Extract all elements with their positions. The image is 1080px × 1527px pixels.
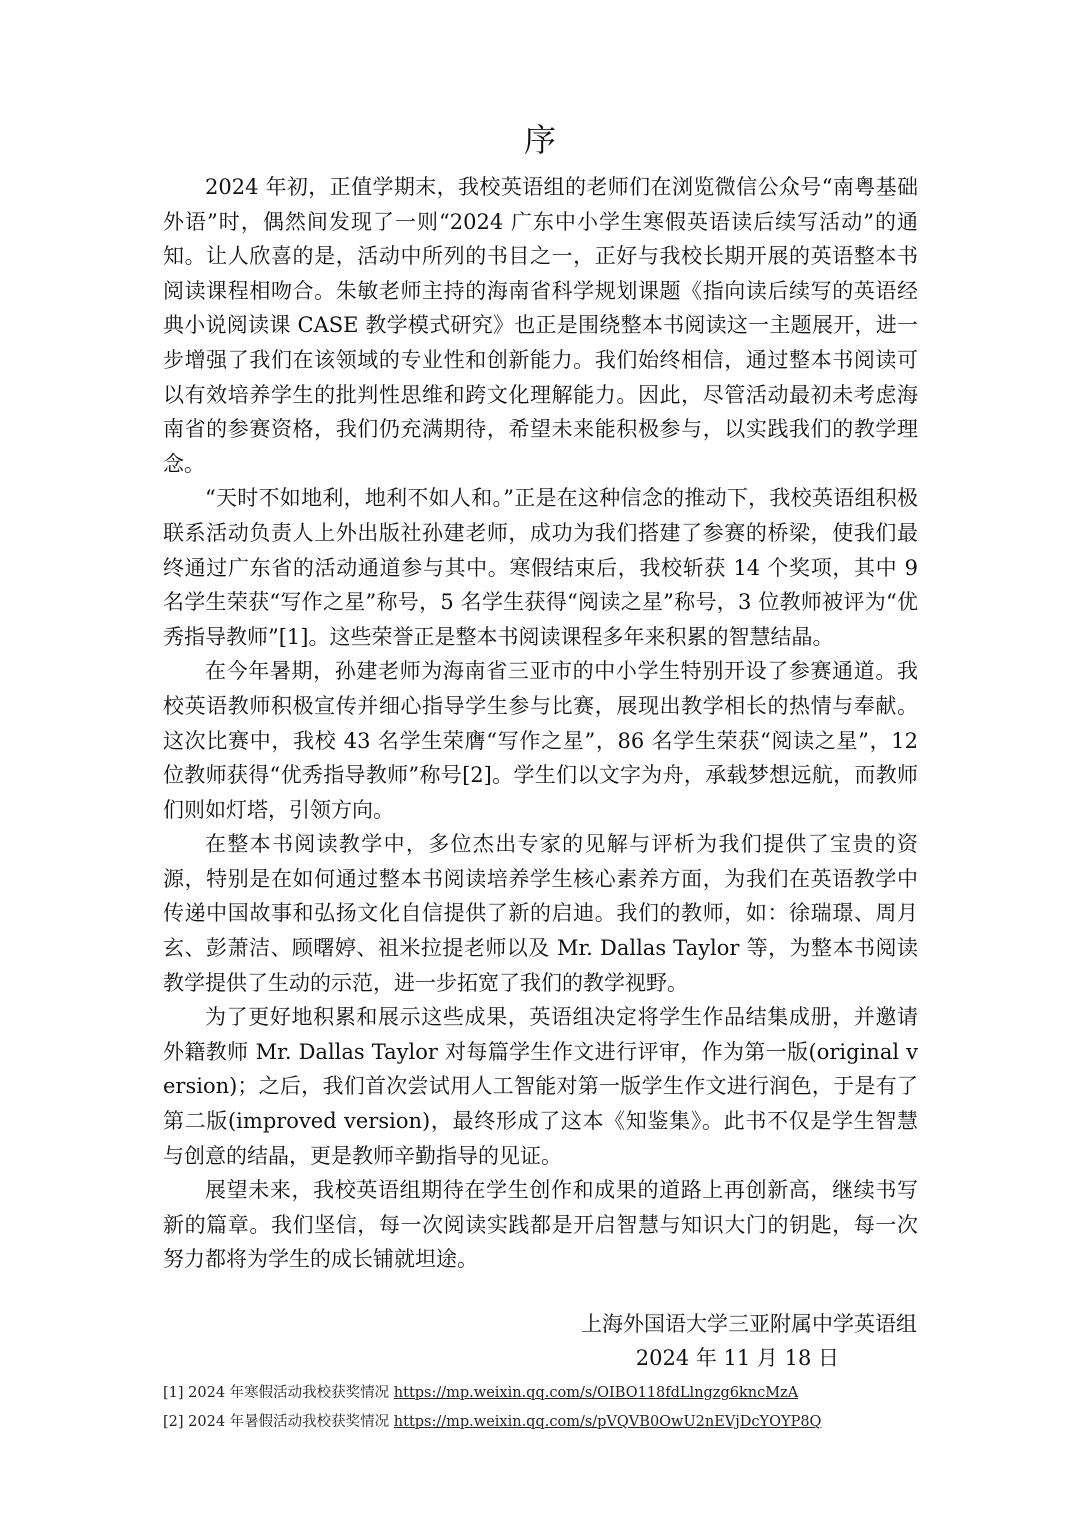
page-title: 序 — [523, 121, 556, 159]
footnote-2-label: [2] 2024 年暑假活动我校获奖情况 — [163, 1414, 394, 1430]
paragraph-4: 在整本书阅读教学中，多位杰出专家的见解与评析为我们提供了宝贵的资源，特别是在如何通过整本书阅读培养学生核心素养方面，为我们在英语教学中传递中国故事和弘扬文化自信提供了新的启迪。我们的教师，如：徐瑞璟、周月玄、彭萧洁、顾曙婷、祖米拉提老师以及 Mr. Dallas Taylor 等，为整本书阅读教学提供了生动的示范，进一步拓宽了我们的教学视野。 — [163, 832, 918, 995]
paragraph-1: 2024 年初，正值学期末，我校英语组的老师们在浏览微信公众号“南粤基础外语”时，偶然间发现了一则“2024 广东中小学生寒假英语读后续写活动”的通知。让人欣喜的是，活动中所列的书目之一，正好与我校长期开展的英语整本书阅读课程相吻合。朱敏老师主持的海南省科学规划课题《指向读后续写的英语经典小说阅读课 CASE 教学模式研究》也正是围绕整本书阅读这一主题展开，进一步增强了我们在该领域的专业性和创新能力。我们始终相信，通过整本书阅读可以有效培养学生的批判性思维和跨文化理解能力。因此，尽管活动最初未考虑海南省的参赛资格，我们仍充满期待，希望未来能积极参与，以实践我们的教学理念。 — [163, 175, 918, 476]
preface-body — [163, 170, 918, 1277]
footnote-2 — [163, 1412, 923, 1432]
paragraph-5: 为了更好地积累和展示这些成果，英语组决定将学生作品结集成册，并邀请外籍教师 Mr. Dallas Taylor 对每篇学生作文进行评审，作为第一版(original version)；之后，我们首次尝试用人工智能对第一版学生作文进行润色，于是有了第二版(improved version)，最终形成了这本《知鉴集》。此书不仅是学生智慧与创意的结晶，更是教师辛勤指导的见证。 — [163, 1005, 918, 1168]
paragraph-2: “天时不如地利，地利不如人和。”正是在这种信念的推动下，我校英语组积极联系活动负责人上外出版社孙建老师，成功为我们搭建了参赛的桥梁，使我们最终通过广东省的活动通道参与其中。寒假结束后，我校斩获 14 个奖项，其中 9 名学生荣获“写作之星”称号，5 名学生获得“阅读之星”称号，3 位教师被评为“优秀指导教师”[1]。这些荣誉正是整本书阅读课程多年来积累的智慧结晶。 — [163, 486, 918, 649]
footnote-1 — [163, 1383, 923, 1403]
footnotes — [163, 1383, 923, 1441]
footnote-1-link[interactable]: https://mp.weixin.qq.com/s/OIBO118fdLlngzg6kncMzA — [393, 1385, 799, 1401]
paragraph-3: 在今年暑期，孙建老师为海南省三亚市的中小学生特别开设了参赛通道。我校英语教师积极宣传并细心指导学生参与比赛，展现出教学相长的热情与奉献。这次比赛中，我校 43 名学生荣膺“写作之星”，86 名学生荣获“阅读之星”，12 位教师获得“优秀指导教师”称号[2]。学生们以文字为舟，承载梦想远航，而教师们则如灯塔，引领方向。 — [163, 659, 918, 822]
paragraph-6: 展望未来，我校英语组期待在学生创作和成果的道路上再创新高，继续书写新的篇章。我们坚信，每一次阅读实践都是开启智慧与知识大门的钥匙，每一次努力都将为学生的成长铺就坦途。 — [163, 1178, 918, 1272]
footnote-1-label: [1] 2024 年寒假活动我校获奖情况 — [163, 1385, 394, 1401]
signature-organization: 上海外国语大学三亚附属中学英语组 — [581, 1312, 917, 1336]
signature-block — [581, 1307, 917, 1375]
signature-date: 2024 年 11 月 18 日 — [635, 1346, 839, 1370]
footnote-2-link[interactable]: https://mp.weixin.qq.com/s/pVQVB0OwU2nEVjDcYOYP8Q — [393, 1414, 822, 1430]
